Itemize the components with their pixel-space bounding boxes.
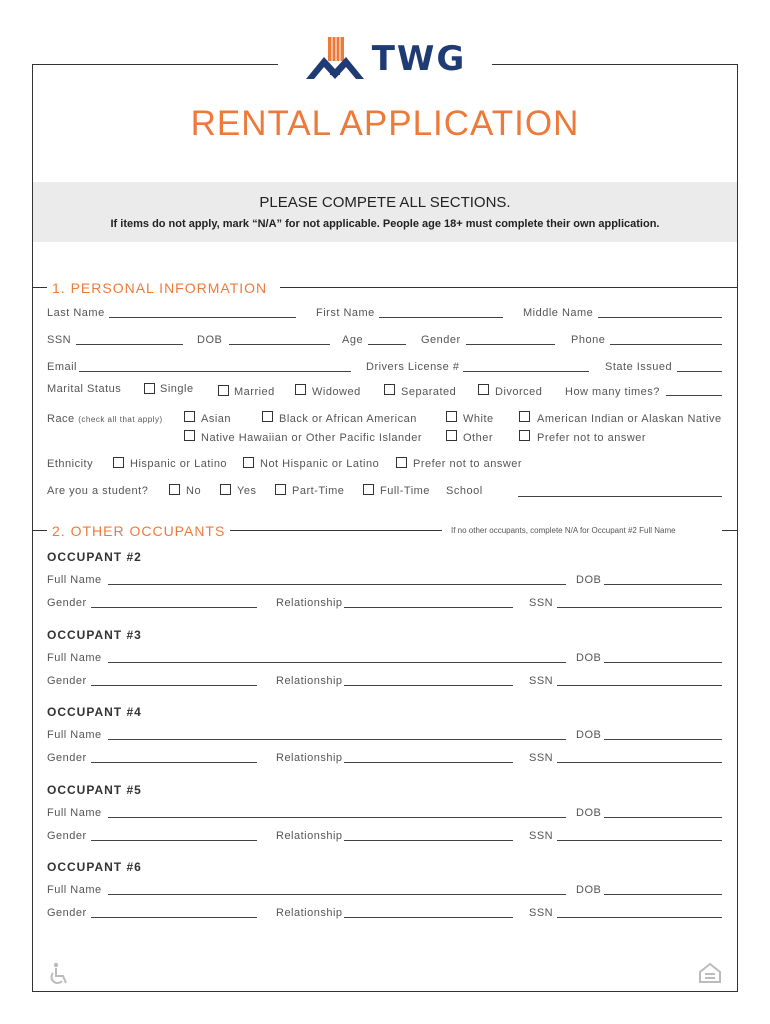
age-label: Age: [342, 334, 364, 346]
black-checkbox[interactable]: [262, 411, 273, 422]
divorced-checkbox[interactable]: [478, 384, 489, 395]
first-name-label: First Name: [316, 307, 375, 319]
married-checkbox[interactable]: [218, 385, 229, 396]
asian-checkbox[interactable]: [184, 411, 195, 422]
full-name-field[interactable]: [108, 584, 566, 585]
not-hispanic-label: Not Hispanic or Latino: [260, 458, 380, 470]
ssn-field[interactable]: [557, 607, 722, 608]
ethnicity-prefer-not-checkbox[interactable]: [396, 457, 407, 468]
relationship-field[interactable]: [344, 607, 513, 608]
ethnicity-prefer-not-label: Prefer not to answer: [413, 458, 523, 470]
occupant-heading: OCCUPANT #3: [47, 628, 142, 642]
section-rule: [33, 530, 47, 531]
relationship-field[interactable]: [344, 762, 513, 763]
ssn-label: SSN: [529, 830, 554, 842]
gender-label: Gender: [47, 675, 87, 687]
gender-label: Gender: [47, 597, 87, 609]
equal-housing-icon: [698, 962, 722, 991]
student-no-label: No: [186, 485, 202, 497]
dob-field[interactable]: [229, 344, 330, 345]
section-rule: [722, 530, 737, 531]
dob-field[interactable]: [604, 739, 722, 740]
last-name-field[interactable]: [109, 317, 296, 318]
dob-field[interactable]: [604, 662, 722, 663]
house-logo-icon: [304, 35, 366, 83]
full-name-label: Full Name: [47, 807, 102, 819]
relationship-field[interactable]: [344, 840, 513, 841]
dob-field[interactable]: [604, 584, 722, 585]
other-race-checkbox[interactable]: [446, 430, 457, 441]
american-indian-checkbox[interactable]: [519, 411, 530, 422]
relationship-label: Relationship: [276, 597, 343, 609]
race-note: (check all that apply): [78, 415, 163, 424]
hispanic-checkbox[interactable]: [113, 457, 124, 468]
race-prefer-not-checkbox[interactable]: [519, 430, 530, 441]
middle-name-field[interactable]: [598, 317, 722, 318]
wheelchair-icon: [48, 962, 70, 991]
section2-title: 2. OTHER OCCUPANTS: [52, 523, 226, 539]
divorced-label: Divorced: [495, 386, 543, 398]
ssn-field[interactable]: [557, 762, 722, 763]
ssn-field[interactable]: [76, 344, 183, 345]
relationship-label: Relationship: [276, 675, 343, 687]
gender-label: Gender: [47, 907, 87, 919]
race-label: [47, 413, 163, 425]
occupant-heading: OCCUPANT #2: [47, 550, 142, 564]
student-no-checkbox[interactable]: [169, 484, 180, 495]
gender-field[interactable]: [91, 917, 257, 918]
occupant-heading: OCCUPANT #4: [47, 705, 142, 719]
how-many-times-field[interactable]: [666, 395, 722, 396]
dob-label: DOB: [576, 884, 602, 896]
full-time-checkbox[interactable]: [363, 484, 374, 495]
dob-label: DOB: [197, 334, 223, 346]
other-race-label: Other: [463, 432, 494, 444]
black-label: Black or African American: [279, 413, 417, 425]
part-time-label: Part-Time: [292, 485, 345, 497]
gender-label: Gender: [47, 752, 87, 764]
instructions-banner: [33, 182, 737, 242]
full-name-label: Full Name: [47, 574, 102, 586]
student-yes-label: Yes: [237, 485, 257, 497]
marital-status-label: Marital Status: [47, 383, 122, 395]
drivers-license-label: Drivers License #: [366, 361, 460, 373]
ssn-label: SSN: [529, 597, 554, 609]
drivers-license-field[interactable]: [463, 371, 589, 372]
section-rule: [280, 287, 737, 288]
ssn-field[interactable]: [557, 840, 722, 841]
phone-field[interactable]: [610, 344, 722, 345]
asian-label: Asian: [201, 413, 232, 425]
state-issued-field[interactable]: [677, 371, 722, 372]
gender-field[interactable]: [466, 344, 555, 345]
ssn-field[interactable]: [557, 685, 722, 686]
section2-note: If no other occupants, complete N/A for Occupant #2 Full Name: [451, 526, 676, 535]
last-name-label: Last Name: [47, 307, 105, 319]
banner-subheading: If items do not apply, mark “N/A” for not applicable. People age 18+ must complete their own application.: [110, 218, 660, 230]
relationship-label: Relationship: [276, 830, 343, 842]
relationship-label: Relationship: [276, 752, 343, 764]
ssn-label: SSN: [47, 334, 72, 346]
page-title: RENTAL APPLICATION: [190, 104, 580, 143]
white-checkbox[interactable]: [446, 411, 457, 422]
gender-label: Gender: [47, 830, 87, 842]
section1-title: 1. PERSONAL INFORMATION: [52, 280, 268, 296]
banner-heading: PLEASE COMPETE ALL SECTIONS.: [259, 194, 511, 211]
logo: [278, 30, 492, 88]
married-label: Married: [234, 386, 275, 398]
dob-field[interactable]: [604, 817, 722, 818]
dob-label: DOB: [576, 807, 602, 819]
full-name-field[interactable]: [108, 817, 566, 818]
relationship-field[interactable]: [344, 917, 513, 918]
school-label: School: [446, 485, 483, 497]
part-time-checkbox[interactable]: [275, 484, 286, 495]
gender-field[interactable]: [91, 762, 257, 763]
dob-label: DOB: [576, 574, 602, 586]
gender-field[interactable]: [91, 607, 257, 608]
native-hawaiian-checkbox[interactable]: [184, 430, 195, 441]
state-issued-label: State Issued: [605, 361, 673, 373]
email-label: Email: [47, 361, 78, 373]
single-label: Single: [160, 383, 194, 395]
middle-name-label: Middle Name: [523, 307, 594, 319]
dob-label: DOB: [576, 729, 602, 741]
separated-checkbox[interactable]: [384, 384, 395, 395]
dob-label: DOB: [576, 652, 602, 664]
separated-label: Separated: [401, 386, 457, 398]
race-label-text: Race: [47, 413, 75, 425]
ethnicity-label: Ethnicity: [47, 458, 94, 470]
full-time-label: Full-Time: [380, 485, 430, 497]
gender-field[interactable]: [91, 685, 257, 686]
native-hawaiian-label: Native Hawaiian or Other Pacific Islander: [201, 432, 423, 444]
hispanic-label: Hispanic or Latino: [130, 458, 228, 470]
full-name-label: Full Name: [47, 729, 102, 741]
occupant-heading: OCCUPANT #6: [47, 860, 142, 874]
relationship-label: Relationship: [276, 907, 343, 919]
race-prefer-not-label: Prefer not to answer: [537, 432, 647, 444]
full-name-field[interactable]: [108, 894, 566, 895]
gender-field[interactable]: [91, 840, 257, 841]
occupant-heading: OCCUPANT #5: [47, 783, 142, 797]
ssn-label: SSN: [529, 907, 554, 919]
logo-text: TWG: [371, 39, 467, 79]
full-name-field[interactable]: [108, 662, 566, 663]
full-name-label: Full Name: [47, 884, 102, 896]
single-checkbox[interactable]: [144, 383, 155, 394]
ssn-field[interactable]: [557, 917, 722, 918]
age-field[interactable]: [368, 344, 406, 345]
american-indian-label: American Indian or Alaskan Native: [537, 413, 722, 425]
ssn-label: SSN: [529, 752, 554, 764]
student-yes-checkbox[interactable]: [220, 484, 231, 495]
student-label: Are you a student?: [47, 485, 149, 497]
relationship-field[interactable]: [344, 685, 513, 686]
widowed-checkbox[interactable]: [295, 384, 306, 395]
widowed-label: Widowed: [312, 386, 361, 398]
school-field[interactable]: [518, 496, 722, 497]
first-name-field[interactable]: [379, 317, 503, 318]
ssn-label: SSN: [529, 675, 554, 687]
phone-label: Phone: [571, 334, 606, 346]
gender-label: Gender: [421, 334, 461, 346]
how-many-times-label: How many times?: [565, 386, 660, 398]
email-field[interactable]: [79, 371, 351, 372]
not-hispanic-checkbox[interactable]: [243, 457, 254, 468]
dob-field[interactable]: [604, 894, 722, 895]
full-name-label: Full Name: [47, 652, 102, 664]
full-name-field[interactable]: [108, 739, 566, 740]
section-rule: [230, 530, 442, 531]
white-label: White: [463, 413, 494, 425]
section-rule: [33, 287, 47, 288]
